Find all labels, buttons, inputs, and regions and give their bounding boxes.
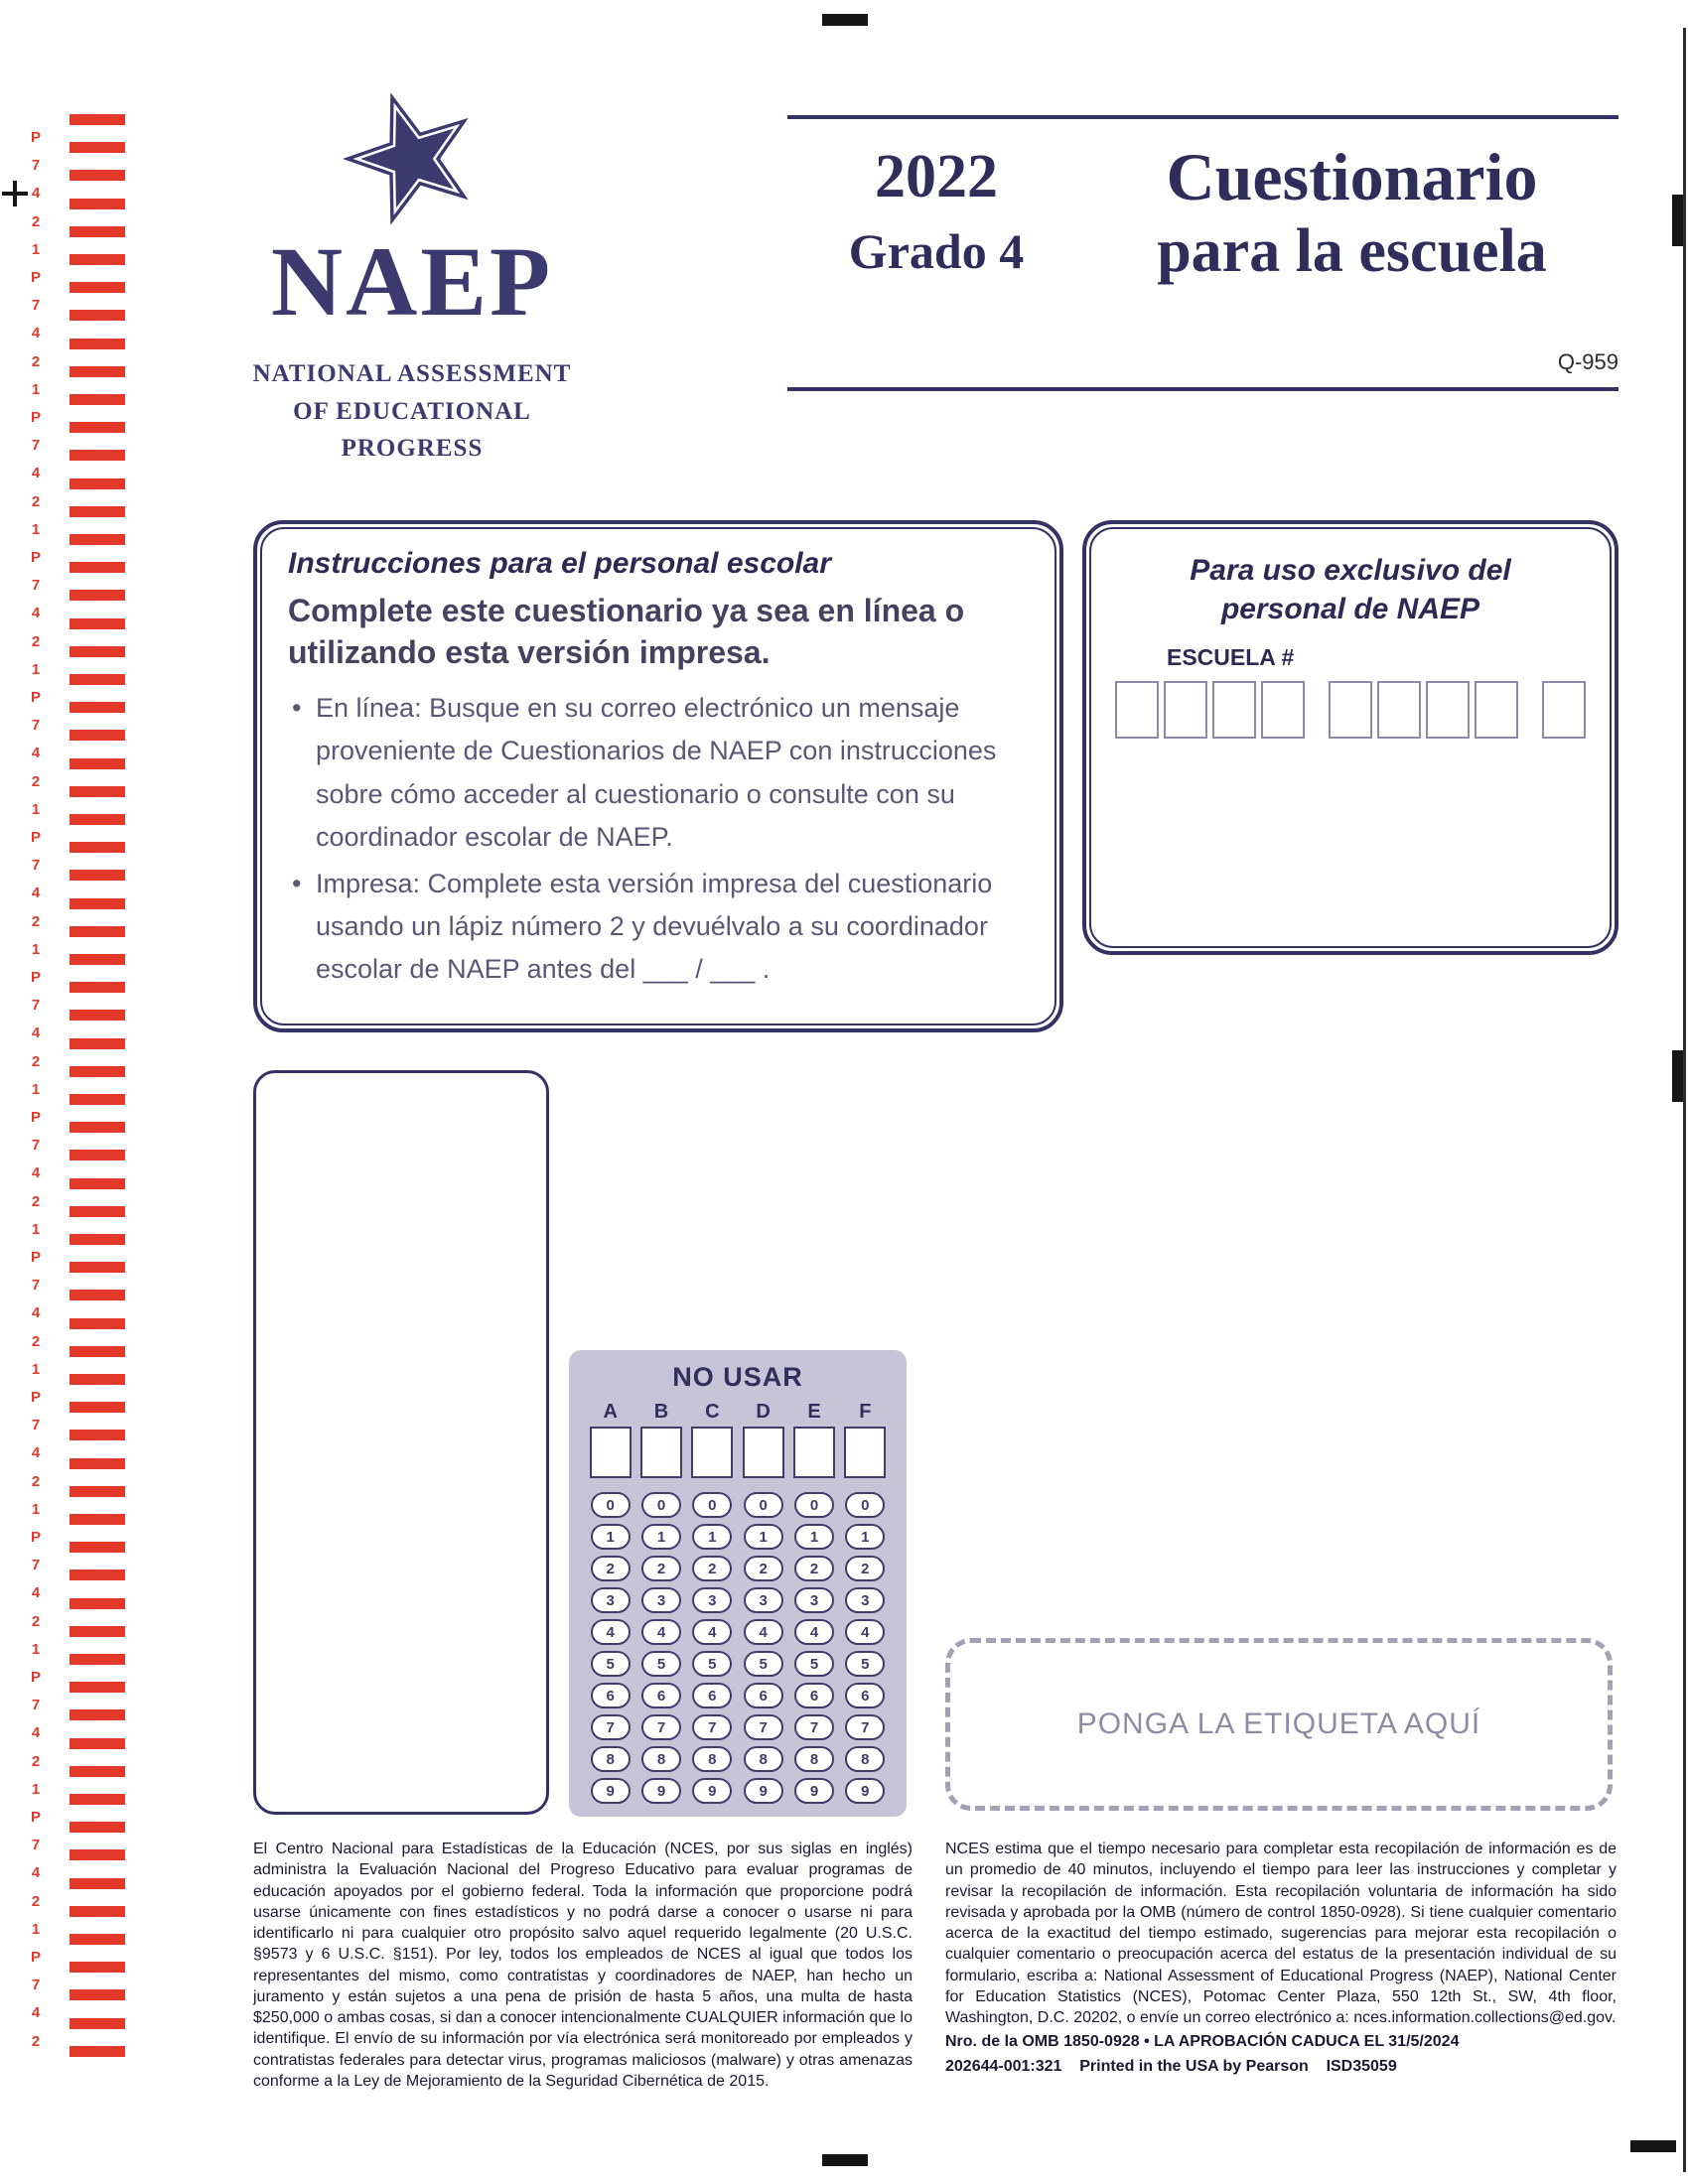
bubble-D-5[interactable]: 5 — [744, 1651, 783, 1677]
timing-letter: 7 — [31, 1137, 41, 1155]
no-usar-panel — [569, 1350, 907, 1817]
timing-dash — [70, 1709, 125, 1720]
header-title-line2: para la escuela — [1157, 217, 1547, 285]
logo-subtitle-line: PROGRESS — [341, 435, 484, 462]
header-title-block — [787, 137, 1618, 286]
bubble-F-6[interactable]: 6 — [845, 1683, 885, 1708]
naep-use-title-line2: personal de NAEP — [1220, 593, 1480, 625]
registration-mark-top-center — [822, 14, 868, 26]
timing-dash — [70, 1794, 125, 1805]
timing-dash — [70, 954, 125, 965]
naep-wordmark: NAEP — [270, 226, 554, 337]
bubble-A-3[interactable]: 3 — [591, 1587, 631, 1613]
bubble-E-0[interactable]: 0 — [794, 1492, 834, 1518]
naep-logo-subtitle — [220, 355, 604, 468]
timing-letter: 4 — [31, 2004, 41, 2022]
timing-letter: 2 — [31, 212, 41, 230]
bubble-E-9[interactable]: 9 — [794, 1778, 834, 1804]
timing-dash — [70, 114, 125, 125]
timing-letter: P — [30, 1529, 41, 1546]
bubble-B-9[interactable]: 9 — [641, 1778, 681, 1804]
timing-letter: 1 — [31, 1920, 41, 1938]
timing-dash — [70, 982, 125, 993]
timing-letter: 2 — [31, 1052, 41, 1070]
timing-dash — [70, 1122, 125, 1133]
instruction-bullet-2: • Impresa: Complete esta versión impresa del cuestionario usando un lápiz número 2 y devuélvalo a su coordinador escolar de NAEP antes del ___ / ___ . — [288, 863, 1029, 992]
escuela-digit-cell[interactable] — [1475, 681, 1518, 739]
timing-dash — [70, 226, 125, 237]
timing-letter: 4 — [31, 1444, 41, 1462]
timing-dash — [70, 926, 125, 937]
bubble-B-7[interactable]: 7 — [641, 1714, 681, 1740]
write-box-D[interactable] — [743, 1427, 784, 1478]
timing-dash — [70, 562, 125, 573]
timing-letter: 7 — [31, 577, 41, 595]
naep-use-box — [1082, 520, 1618, 955]
timing-letter: 1 — [31, 240, 41, 258]
column-letter-E: E — [807, 1401, 821, 1423]
timing-dash — [70, 758, 125, 769]
timing-letter: P — [30, 129, 41, 146]
timing-letter: 2 — [31, 1192, 41, 1210]
timing-letter: 1 — [31, 660, 41, 678]
column-letter-B: B — [653, 1401, 669, 1423]
instructions-bullet-list — [288, 687, 1029, 991]
timing-letter: 7 — [31, 1277, 41, 1295]
timing-letter: 1 — [31, 940, 41, 958]
timing-letter: P — [30, 829, 41, 846]
instructions-box-inner — [260, 527, 1056, 1025]
timing-dash — [70, 1430, 125, 1440]
footer-legal-right — [945, 1839, 1617, 2077]
timing-mark-letters — [24, 0, 48, 2184]
timing-dash — [70, 1682, 125, 1693]
bubble-E-1[interactable]: 1 — [794, 1524, 834, 1550]
timing-letter: 2 — [31, 352, 41, 370]
escuela-digit-cell[interactable] — [1115, 681, 1159, 739]
timing-letter: 1 — [31, 1220, 41, 1238]
timing-letter: P — [30, 1669, 41, 1686]
bubble-A-8[interactable]: 8 — [591, 1746, 631, 1772]
timing-dash — [70, 590, 125, 601]
timing-letter: 4 — [31, 1024, 41, 1042]
timing-letter: 7 — [31, 717, 41, 735]
write-box-F[interactable] — [844, 1427, 886, 1478]
timing-dash — [70, 1934, 125, 1945]
instructions-box — [253, 520, 1063, 1032]
timing-dash — [70, 1290, 125, 1300]
bubble-A-6[interactable]: 6 — [591, 1683, 631, 1708]
timing-letter: 2 — [31, 1472, 41, 1490]
bubble-E-8[interactable]: 8 — [794, 1746, 834, 1772]
timing-dash — [70, 1626, 125, 1637]
bubble-A-9[interactable]: 9 — [591, 1778, 631, 1804]
bubble-D-6[interactable]: 6 — [744, 1683, 783, 1708]
no-usar-bubble-grid — [569, 1492, 907, 1804]
timing-letter: 7 — [31, 437, 41, 455]
timing-letter: 1 — [31, 800, 41, 818]
form-code: Q-959 — [1557, 349, 1618, 374]
timing-letter: P — [30, 689, 41, 706]
column-letter-A: A — [603, 1401, 618, 1423]
timing-letter: 2 — [31, 772, 41, 790]
bubble-D-3[interactable]: 3 — [744, 1587, 783, 1613]
timing-letter: 7 — [31, 1697, 41, 1714]
bubble-F-7[interactable]: 7 — [845, 1714, 885, 1740]
timing-letter: 1 — [31, 380, 41, 398]
naep-use-title-line1: Para uso exclusivo del — [1190, 554, 1511, 587]
bubble-A-4[interactable]: 4 — [591, 1619, 631, 1645]
timing-letter: 7 — [31, 1977, 41, 1994]
escuela-number-boxes — [1109, 681, 1592, 739]
timing-dash — [70, 1738, 125, 1749]
timing-dash — [70, 1234, 125, 1245]
footer-legal-left: El Centro Nacional para Estadísticas de la Educación (NCES, por sus siglas en inglés) administra la Evaluación Nacional del Progreso Educativo para evaluar programas de educación apoyados por el gobierno federal. Toda la información que proporcione podrá usarse únicamente con fines estadísticos y no podrá darse a conocer o usarse ni para identificarlo ni para cualquier otro propósito salvo aquel requerido legalmente (20 U.S.C. §9573 y 6 U.S.C. §151). Por ley, todos los empleados de NCES al igual que todos los representantes del mismo, como contratistas y coordinadores de NAEP, han hecho un juramento y están sujetos a una pena de prisión de hasta 5 años, una multa de hasta $250,000 o ambas cosas, si dan a conocer intencionalmente CUALQUIER información que lo identifique. El envío de su información por vía electrónica será monitoreado por empleados y contratistas federales para detectar virus, programas maliciosos (malware) y otras amenazas conforme a la Ley de Mejoramiento de la Seguridad Cibernética de 2015. — [253, 1841, 913, 2090]
timing-dash — [70, 1989, 125, 2000]
bubble-D-4[interactable]: 4 — [744, 1619, 783, 1645]
timing-letter: 2 — [31, 1612, 41, 1630]
timing-dash — [70, 1010, 125, 1021]
bubble-A-1[interactable]: 1 — [591, 1524, 631, 1550]
bubble-B-2[interactable]: 2 — [641, 1556, 681, 1581]
timing-dash — [70, 2046, 125, 2057]
logo-subtitle-line: OF EDUCATIONAL — [293, 397, 531, 425]
timing-letter: 2 — [31, 2032, 41, 2050]
escuela-box-group-1 — [1115, 681, 1305, 739]
timing-letter: 2 — [31, 492, 41, 510]
timing-letter: P — [30, 969, 41, 986]
write-box-C[interactable] — [691, 1427, 733, 1478]
no-usar-title: NO USAR — [672, 1362, 803, 1392]
header-year-grade — [787, 137, 1085, 286]
bubble-F-5[interactable]: 5 — [845, 1651, 885, 1677]
bubble-C-1[interactable]: 1 — [692, 1524, 732, 1550]
header-rule-top — [787, 115, 1618, 119]
timing-letter: 7 — [31, 297, 41, 315]
timing-letter: 2 — [31, 912, 41, 930]
timing-dash — [70, 366, 125, 377]
timing-dash — [70, 1262, 125, 1273]
escuela-digit-cell[interactable] — [1164, 681, 1207, 739]
timing-letter: P — [30, 1949, 41, 1966]
timing-letter: P — [30, 1809, 41, 1826]
footer-paperwork-text: NCES estima que el tiempo necesario para completar esta recopilación de información es de un promedio de 40 minutos, incluyendo el tiempo para leer las instrucciones y completar y revisar la recopilación de información. Esta recopilación voluntaria de información ha sido revisada y aprobada por la OMB (número de control 1850-0928). Si tiene cualquier comentario acerca de la exactitud del tiempo estimado, sugerencias para mejorar esta recopilación o cualquier comentario o preocupación acerca del estatus de la presentación individual de su formulario, escriba a: National Assessment of Educational Progress (NAEP), National Center for Education Statistics (NCES), Potomac Center Plaza, 550 12th St., SW, 4th floor, Washington, D.C. 20202, o envíe un correo electrónico a: nces.information.collections@ed.gov. — [945, 1841, 1617, 2027]
bubble-C-5[interactable]: 5 — [692, 1651, 732, 1677]
bubble-C-9[interactable]: 9 — [692, 1778, 732, 1804]
timing-letter: 7 — [31, 1837, 41, 1854]
bubble-F-8[interactable]: 8 — [845, 1746, 885, 1772]
timing-dash — [70, 1038, 125, 1049]
bubble-C-7[interactable]: 7 — [692, 1714, 732, 1740]
timing-letter: 4 — [31, 745, 41, 762]
bubble-E-7[interactable]: 7 — [794, 1714, 834, 1740]
bubble-F-2[interactable]: 2 — [845, 1556, 885, 1581]
bubble-B-3[interactable]: 3 — [641, 1587, 681, 1613]
bubble-F-0[interactable]: 0 — [845, 1492, 885, 1518]
timing-letter: 2 — [31, 1752, 41, 1770]
timing-dash — [70, 618, 125, 629]
timing-dash — [70, 1570, 125, 1580]
timing-dash — [70, 199, 125, 209]
bubble-A-2[interactable]: 2 — [591, 1556, 631, 1581]
timing-letter: P — [30, 1249, 41, 1266]
bubble-C-8[interactable]: 8 — [692, 1746, 732, 1772]
bubble-A-5[interactable]: 5 — [591, 1651, 631, 1677]
naep-use-box-inner — [1089, 527, 1612, 948]
bubble-D-2[interactable]: 2 — [744, 1556, 783, 1581]
timing-dash — [70, 730, 125, 741]
timing-letter: 7 — [31, 997, 41, 1015]
bubble-C-4[interactable]: 4 — [692, 1619, 732, 1645]
timing-letter: 1 — [31, 1500, 41, 1518]
bubble-C-6[interactable]: 6 — [692, 1683, 732, 1708]
escuela-digit-cell[interactable] — [1261, 681, 1305, 739]
timing-letter: 2 — [31, 632, 41, 650]
timing-dash — [70, 786, 125, 797]
timing-letter: 4 — [31, 185, 41, 203]
timing-letter: 4 — [31, 1304, 41, 1322]
label-placement-area — [945, 1638, 1613, 1811]
column-letter-F: F — [859, 1401, 872, 1423]
bubble-A-0[interactable]: 0 — [591, 1492, 631, 1518]
timing-dash — [70, 1822, 125, 1833]
timing-dash — [70, 339, 125, 349]
column-letter-C: C — [705, 1401, 720, 1423]
escuela-number-label: ESCUELA # — [1167, 644, 1295, 670]
bubble-C-0[interactable]: 0 — [692, 1492, 732, 1518]
naep-use-title — [1109, 551, 1592, 628]
timing-dash — [70, 1178, 125, 1189]
bubble-C-2[interactable]: 2 — [692, 1556, 732, 1581]
timing-dash — [70, 282, 125, 293]
timing-letter: 4 — [31, 325, 41, 342]
timing-letter: 1 — [31, 1080, 41, 1098]
timing-letter: 1 — [31, 1640, 41, 1658]
timing-letter: 4 — [31, 1724, 41, 1742]
timing-dash — [70, 254, 125, 265]
escuela-digit-cell[interactable] — [1542, 681, 1586, 739]
escuela-digit-cell[interactable] — [1212, 681, 1256, 739]
timing-dash — [70, 1402, 125, 1413]
escuela-digit-cell[interactable] — [1329, 681, 1372, 739]
timing-letter: P — [30, 269, 41, 286]
escuela-box-group-2 — [1329, 681, 1518, 739]
bubble-E-4[interactable]: 4 — [794, 1619, 834, 1645]
timing-dash — [70, 674, 125, 685]
timing-dash — [70, 814, 125, 825]
write-box-B[interactable] — [640, 1427, 682, 1478]
timing-dash — [70, 1906, 125, 1917]
timing-dash — [70, 1486, 125, 1497]
timing-letter: 7 — [31, 1417, 41, 1434]
timing-dash — [70, 142, 125, 153]
registration-mark-bottom-center — [822, 2154, 868, 2166]
timing-dash — [70, 478, 125, 489]
footer-omb-line: Nro. de la OMB 1850-0928 • LA APROBACIÓN CADUCA EL 31/5/2024 — [945, 2033, 1460, 2051]
bubble-C-3[interactable]: 3 — [692, 1587, 732, 1613]
timing-letter: P — [30, 1109, 41, 1126]
header-title-line1: Cuestionario — [1166, 139, 1538, 214]
timing-letter: 2 — [31, 1892, 41, 1910]
bubble-E-2[interactable]: 2 — [794, 1556, 834, 1581]
bubble-D-0[interactable]: 0 — [744, 1492, 783, 1518]
timing-dash — [70, 506, 125, 517]
bubble-F-3[interactable]: 3 — [845, 1587, 885, 1613]
header-rule-bottom — [787, 387, 1618, 391]
timing-dash — [70, 1962, 125, 1973]
timing-dash — [70, 1598, 125, 1609]
timing-dash — [70, 1066, 125, 1077]
footer-print-line: 202644-001:321 Printed in the USA by Pearson ISD35059 — [945, 2057, 1397, 2075]
timing-dash — [70, 1346, 125, 1357]
bubble-B-8[interactable]: 8 — [641, 1746, 681, 1772]
escuela-box-group-3 — [1542, 681, 1586, 739]
timing-dash — [70, 1766, 125, 1777]
header-year: 2022 — [875, 143, 998, 210]
timing-dash — [70, 1318, 125, 1329]
timing-letter: 1 — [31, 520, 41, 538]
bubble-E-3[interactable]: 3 — [794, 1587, 834, 1613]
timing-letter: P — [30, 409, 41, 426]
bubble-F-1[interactable]: 1 — [845, 1524, 885, 1550]
timing-dash — [70, 310, 125, 321]
bubble-D-7[interactable]: 7 — [744, 1714, 783, 1740]
timing-letter: 7 — [31, 857, 41, 875]
timing-dash — [70, 534, 125, 545]
instruction-bullet-1: • En línea: Busque en su correo electrónico un mensaje proveniente de Cuestionarios de NAEP con instrucciones sobre cómo acceder al cuestionario o consulte con su coordinador escolar de NAEP. — [288, 687, 1029, 859]
write-box-E[interactable] — [793, 1427, 835, 1478]
scan-edge-line — [1683, 28, 1686, 2172]
timing-dash — [70, 1514, 125, 1525]
timing-dash — [70, 1654, 125, 1665]
label-placement-text: PONGA LA ETIQUETA AQUÍ — [1076, 1707, 1481, 1740]
bubble-D-8[interactable]: 8 — [744, 1746, 783, 1772]
timing-mark-dashes — [70, 0, 127, 2184]
timing-dash — [70, 870, 125, 881]
naep-star-icon — [344, 85, 481, 232]
timing-dash — [70, 1458, 125, 1469]
timing-dash — [70, 170, 125, 181]
timing-dash — [70, 394, 125, 405]
timing-letter: 4 — [31, 465, 41, 482]
bubble-F-4[interactable]: 4 — [845, 1619, 885, 1645]
bubble-B-4[interactable]: 4 — [641, 1619, 681, 1645]
timing-letter: 4 — [31, 885, 41, 902]
timing-letter: 7 — [31, 1557, 41, 1574]
blank-address-box — [253, 1070, 549, 1815]
timing-dash — [70, 450, 125, 461]
bubble-D-1[interactable]: 1 — [744, 1524, 783, 1550]
timing-dash — [70, 1878, 125, 1889]
bubble-B-6[interactable]: 6 — [641, 1683, 681, 1708]
registration-mark-bottom-right — [1630, 2140, 1676, 2152]
timing-dash — [70, 1374, 125, 1385]
timing-dash — [70, 842, 125, 853]
no-usar-column-letters — [569, 1401, 907, 1424]
timing-letter: P — [30, 549, 41, 566]
timing-dash — [70, 422, 125, 433]
timing-dash — [70, 1206, 125, 1217]
escuela-digit-cell[interactable] — [1377, 681, 1421, 739]
column-letter-D: D — [756, 1401, 771, 1423]
timing-letter: 4 — [31, 1864, 41, 1882]
header-grade: Grado 4 — [848, 223, 1025, 279]
write-box-A[interactable] — [590, 1427, 632, 1478]
bubble-E-6[interactable]: 6 — [794, 1683, 834, 1708]
bubble-B-5[interactable]: 5 — [641, 1651, 681, 1677]
bubble-A-7[interactable]: 7 — [591, 1714, 631, 1740]
logo-subtitle-line: NATIONAL ASSESSMENT — [252, 360, 572, 387]
timing-dash — [70, 1849, 125, 1860]
timing-dash — [70, 898, 125, 909]
timing-dash — [70, 2018, 125, 2029]
timing-dash — [70, 646, 125, 657]
timing-letter: 4 — [31, 605, 41, 622]
no-usar-write-boxes — [569, 1427, 907, 1478]
timing-dash — [70, 702, 125, 713]
timing-letter: 4 — [31, 1584, 41, 1602]
bubble-B-0[interactable]: 0 — [641, 1492, 681, 1518]
bubble-E-5[interactable]: 5 — [794, 1651, 834, 1677]
timing-letter: 1 — [31, 1780, 41, 1798]
instructions-lead: Complete este cuestionario ya sea en línea o utilizando esta versión impresa. — [288, 593, 965, 670]
timing-dash — [70, 1094, 125, 1105]
bubble-D-9[interactable]: 9 — [744, 1778, 783, 1804]
timing-letter: 7 — [31, 157, 41, 175]
timing-letter: 2 — [31, 1332, 41, 1350]
timing-dash — [70, 1150, 125, 1160]
header-questionnaire-title — [1085, 137, 1618, 286]
timing-dash — [70, 1542, 125, 1553]
bubble-F-9[interactable]: 9 — [845, 1778, 885, 1804]
bubble-B-1[interactable]: 1 — [641, 1524, 681, 1550]
timing-letter: 4 — [31, 1164, 41, 1182]
escuela-digit-cell[interactable] — [1426, 681, 1470, 739]
instructions-title: Instrucciones para el personal escolar — [288, 547, 831, 580]
timing-letter: P — [30, 1389, 41, 1406]
timing-letter: 1 — [31, 1360, 41, 1378]
